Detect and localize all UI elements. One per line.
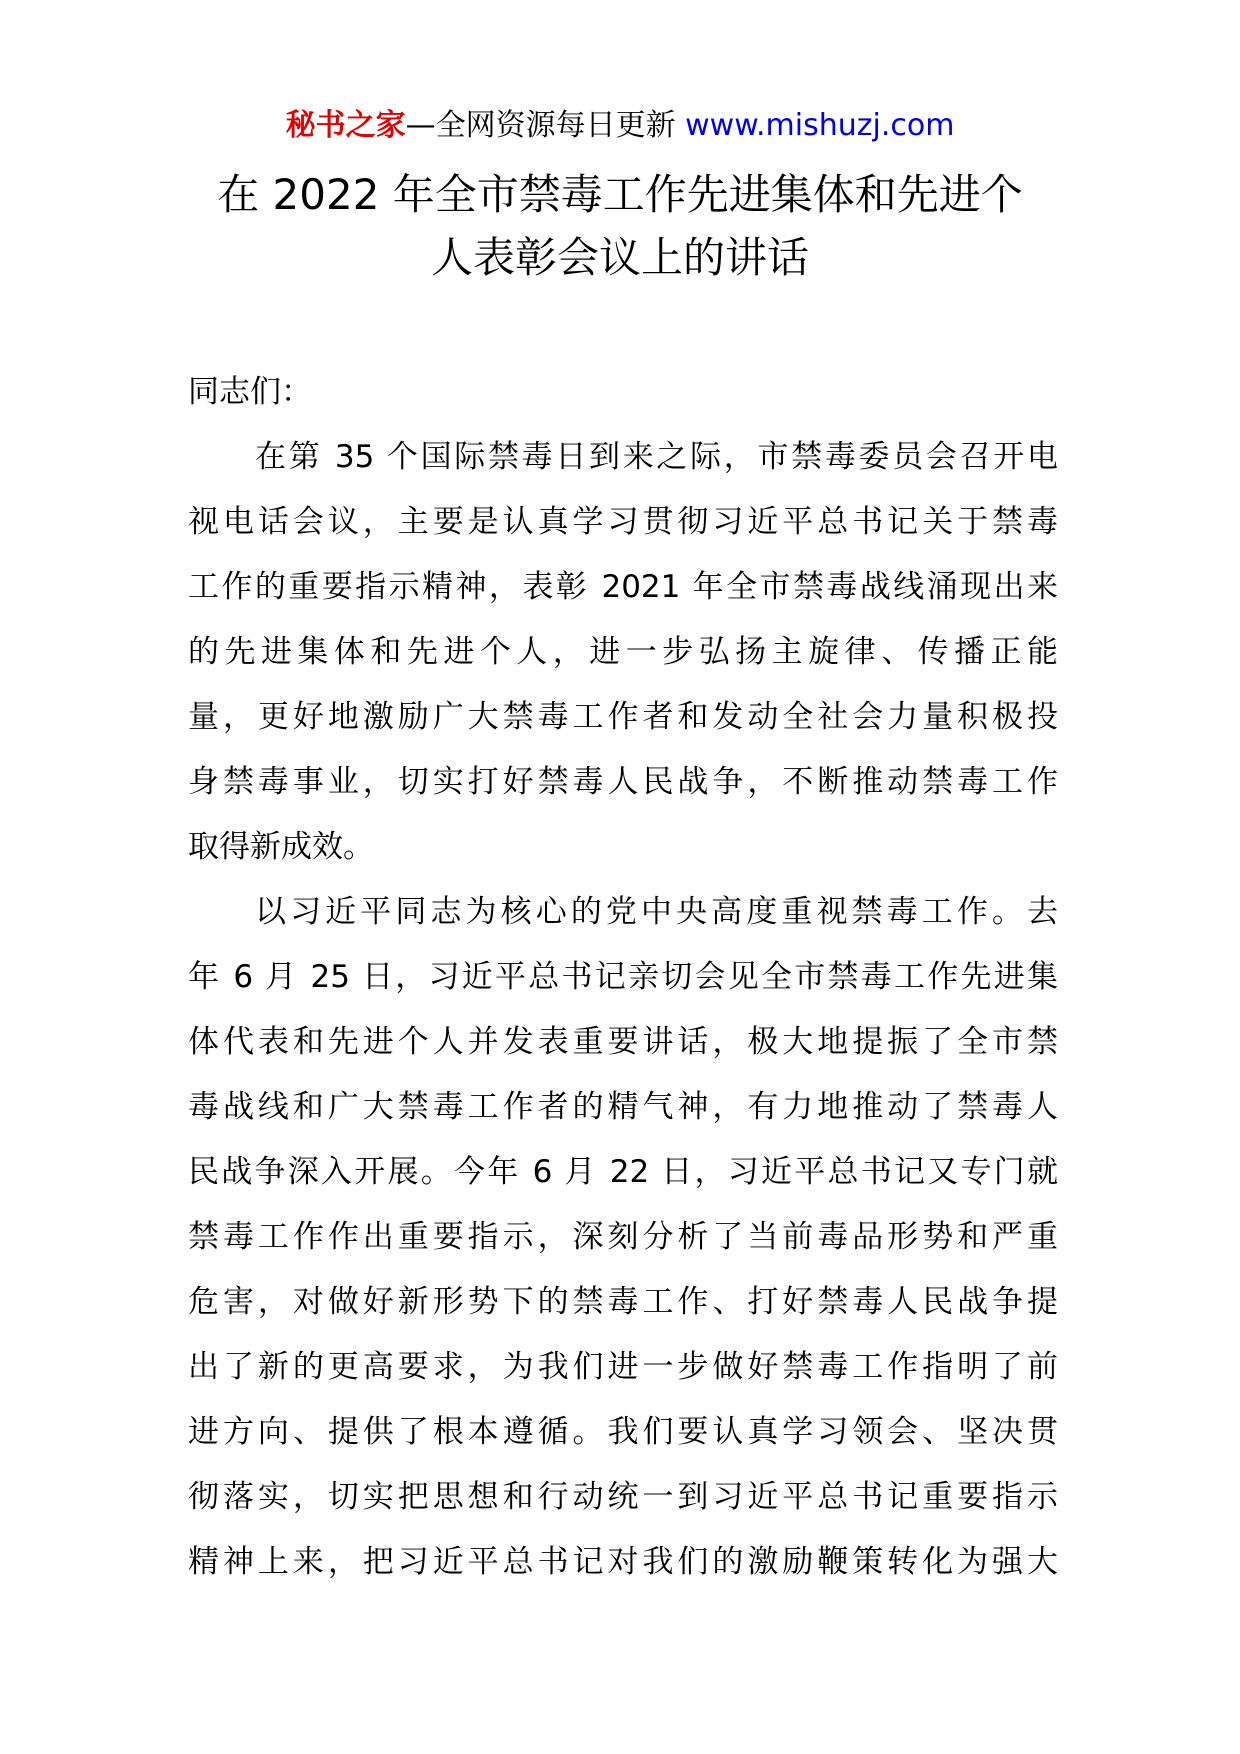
title-line-1: 在 2022 年全市禁毒工作先进集体和先进个 bbox=[217, 170, 1023, 219]
site-header bbox=[0, 98, 1240, 154]
text-line: 的先进集体和先进个人，进一步弘扬主旋律、传播正能 bbox=[188, 634, 1058, 670]
text-line: 身禁毒事业，切实打好禁毒人民战争，不断推动禁毒工作 bbox=[188, 764, 1058, 800]
text-line: 视电话会议，主要是认真学习贯彻习近平总书记关于禁毒 bbox=[188, 504, 1058, 540]
text-line: 年 6 月 25 日，习近平总书记亲切会见全市禁毒工作先进集 bbox=[188, 959, 1058, 995]
text-line: 以习近平同志为核心的党中央高度重视禁毒工作。去 bbox=[255, 894, 1058, 930]
text-line: 进方向、提供了根本遵循。我们要认真学习领会、坚决贯 bbox=[188, 1414, 1058, 1450]
document-title bbox=[180, 163, 1060, 289]
text-line: 毒战线和广大禁毒工作者的精气神，有力地推动了禁毒人 bbox=[188, 1089, 1058, 1125]
site-brand: 秘书之家 bbox=[285, 108, 406, 143]
text-line: 精神上来，把习近平总书记对我们的激励鞭策转化为强大 bbox=[188, 1544, 1058, 1580]
text-line: 体代表和先进个人并发表重要讲话，极大地提振了全市禁 bbox=[188, 1024, 1058, 1060]
text-line: 民战争深入开展。今年 6 月 22 日，习近平总书记又专门就 bbox=[188, 1154, 1058, 1190]
text-line: 量，更好地激励广大禁毒工作者和发动全社会力量积极投 bbox=[188, 699, 1058, 735]
text-line: 危害，对做好新形势下的禁毒工作、打好禁毒人民战争提 bbox=[188, 1284, 1058, 1320]
site-tagline: —全网资源每日更新 bbox=[405, 108, 686, 143]
text-line: 在第 35 个国际禁毒日到来之际，市禁毒委员会召开电 bbox=[255, 439, 1058, 475]
site-url-link[interactable]: www.mishuzj.com bbox=[685, 108, 955, 143]
paragraph-1 bbox=[188, 425, 1058, 880]
text-line: 工作的重要指示精神，表彰 2021 年全市禁毒战线涌现出来 bbox=[188, 569, 1058, 605]
text-line: 出了新的更高要求，为我们进一步做好禁毒工作指明了前 bbox=[188, 1349, 1058, 1385]
text-line: 彻落实，切实把思想和行动统一到习近平总书记重要指示 bbox=[188, 1479, 1058, 1515]
paragraph-2 bbox=[188, 880, 1058, 1595]
text-line: 禁毒工作作出重要指示，深刻分析了当前毒品形势和严重 bbox=[188, 1219, 1058, 1255]
document-body bbox=[188, 360, 1058, 1595]
salutation: 同志们： bbox=[188, 374, 312, 410]
text-line: 取得新成效。 bbox=[188, 829, 374, 865]
title-line-2: 人表彰会议上的讲话 bbox=[430, 233, 809, 282]
